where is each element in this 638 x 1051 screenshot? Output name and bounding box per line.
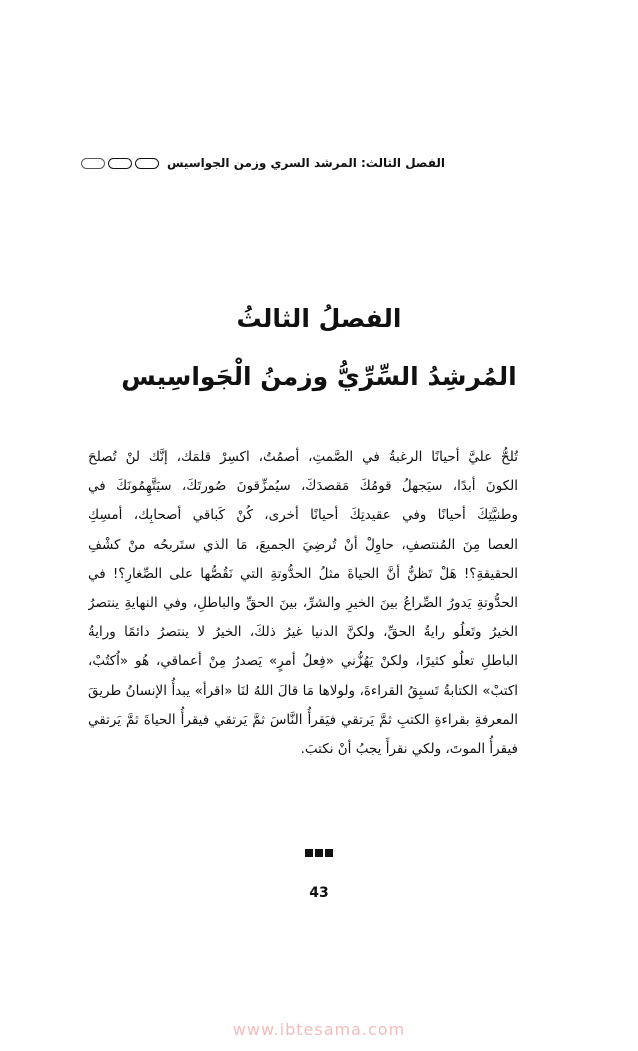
- body-line: الحدُّوتةِ يَدورُ الصِّراعُ بينَ الخيرِ والشرِّ، بينَ الحقِّ والباطلِ، وفي النهايةِ ينتصرُ: [88, 594, 518, 611]
- body-line: الخيرُ وتَعلُو رايةُ الحقِّ، ولكنَّ الدنيا غيرُ ذلكَ، الخيرُ لا ينتصرُ دائمًا ورايةُ: [88, 624, 518, 641]
- body-line: وطنيَّتِكَ أحيانًا وفي عقيدتِكَ أحيانًا أخرى، كُنْ كَباقي أصحابِك، أمسِكِ: [88, 507, 518, 524]
- header-ornament-icon: [81, 158, 159, 169]
- body-line: تُلحُّ عليَّ أحيانًا الرغبةُ في الصَّمتِ، أصمُتُ، اكسِرْ قلمَك، إنَّك لنْ تُصلحَ: [88, 449, 518, 465]
- running-header-title: الفصل الثالث: المرشد السري وزمن الجواسيس: [166, 156, 445, 170]
- watermark: www.ibtesama.com: [232, 1020, 406, 1039]
- body-line: الباطلِ تعلُو كثيرًا، ولكنْ يَهُزُّني «فِعلُ أمرٍ» يَصدرُ مِنْ أعماقي، هُو «اُكتُبْ،: [88, 653, 518, 670]
- section-separator-icon: [0, 849, 638, 857]
- body-line: المعرفةِ بقراءةِ الكتبِ ثمَّ يَرتقي فيَقرأُ النَّاسَ ثمَّ يَرتقي فيقرأُ الحياةَ ثمَّ يَرتقي: [88, 711, 518, 728]
- body-line: اكتبْ» الكتابةُ تَسبِقُ القراءةَ، ولولاها مَا قالَ اللهُ لنَا «اقرأ» يبدأُ الإنسانُ طريقَ: [88, 682, 518, 699]
- body-line: الحقيقةِ؟! هَلْ تَظنُّ أنَّ الحياةَ مثلُ الحدُّوتةِ التي نَقُصُّها على الصِّغارِ؟! في: [88, 565, 518, 582]
- running-header: [100, 152, 445, 174]
- body-line: العصا مِنَ المُنتصفِ، حاوِلْ أنْ تُرضِيَ الجميعَ، مَا الذي ستَربحُه منْ كشْفِ: [88, 536, 518, 553]
- body-line: الكونَ أبدًا، سيَجهلُ قومُكَ مَقصدَكَ، سيُمزِّقونَ صُورتَكَ، سيَتَّهِمُونَكَ في: [88, 478, 518, 495]
- chapter-title: الفصلُ الثالثُ: [236, 304, 402, 333]
- chapter-body: [88, 443, 518, 764]
- body-line: فيقرأُ الموتَ، ولكي نقرأَ يجبُ أنْ نكتبَ.: [300, 740, 518, 757]
- page-number: 43: [309, 885, 329, 901]
- chapter-subtitle: المُرشِدُ السِّرِّيُّ وزمنُ الْجَواسِيس: [121, 362, 517, 391]
